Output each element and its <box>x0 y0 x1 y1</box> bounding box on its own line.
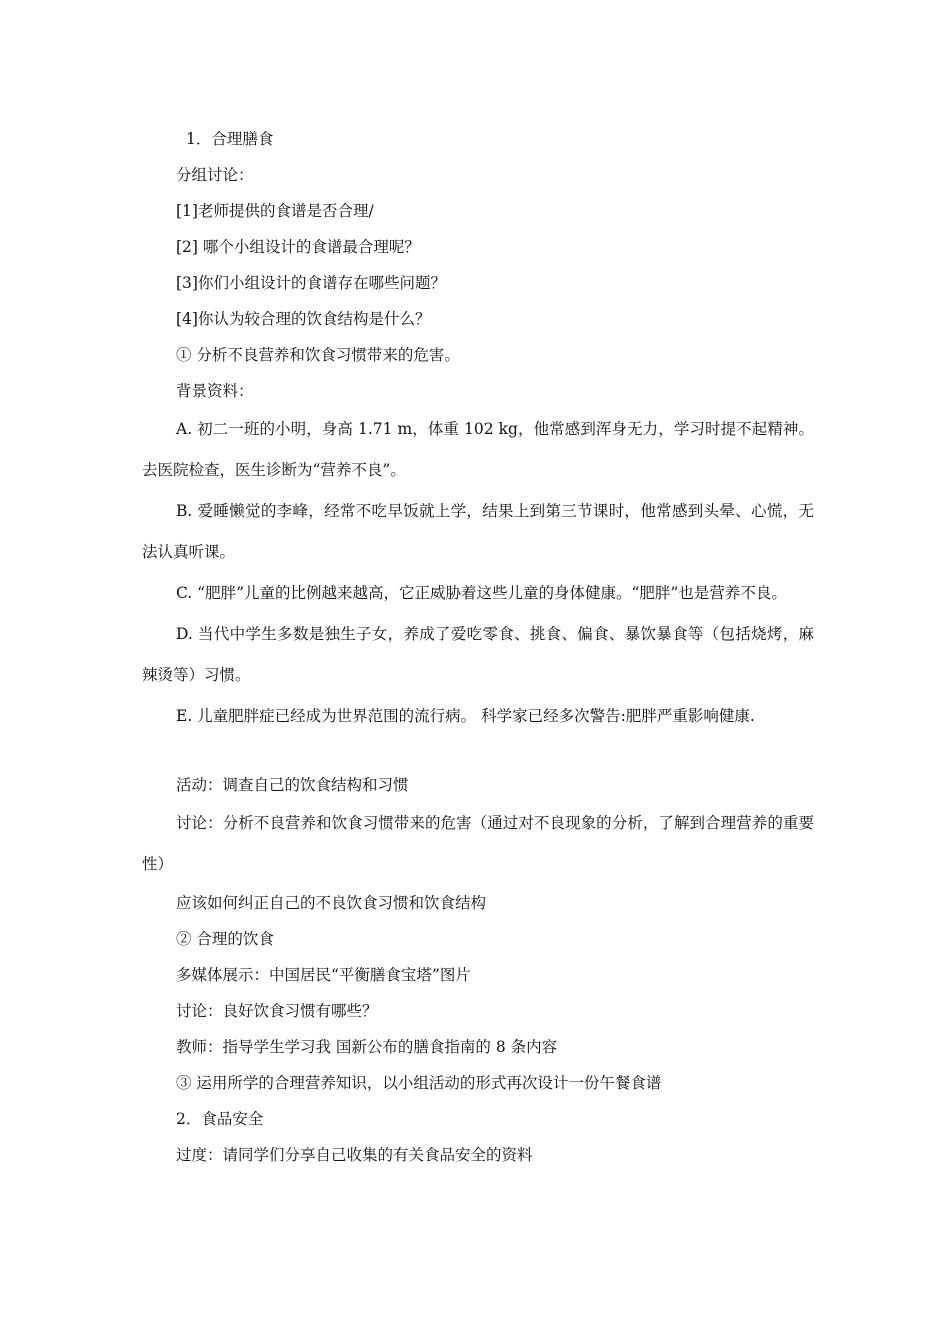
item-design-menu: ③ 运用所学的合理营养知识，以小组活动的形式再次设计一份午餐食谱 <box>176 1074 662 1092</box>
activity-line: 活动：调查自己的饮食结构和习惯 <box>176 776 409 794</box>
transition-line: 过度：请同学们分享自己收集的有关食品安全的资料 <box>176 1146 533 1164</box>
case-d-paragraph: D. 当代中学生多数是独生子女，养成了爱吃零食、挑食、偏食、暴饮暴食等（包括烧烤，麻辣烫等）习惯。 <box>142 625 814 684</box>
section-heading-balanced-diet: 1．合理膳食 <box>186 130 274 148</box>
case-b-paragraph: B. 爱睡懒觉的李峰，经常不吃早饭就上学，结果上到第三节课时，他常感到头晕、心慌，无法认真听课。 <box>142 502 814 561</box>
document-body <box>142 121 814 1173</box>
question-1: [1]老师提供的食谱是否合理/ <box>176 202 374 220</box>
case-c-paragraph: C. “肥胖”儿童的比例越来越高，它正威胁着这些儿童的身体健康。“肥胖”也是营养不良。 <box>176 584 787 602</box>
discussion-harm-paragraph: 讨论：分析不良营养和饮食习惯带来的危害（通过对不良现象的分析，了解到合理营养的重要性） <box>142 814 814 873</box>
item-analyze-harm: ① 分析不良营养和饮食习惯带来的危害。 <box>176 346 460 364</box>
item-reasonable-diet: ② 合理的饮食 <box>176 930 274 948</box>
question-2: [2] 哪个小组设计的食谱最合理呢？ <box>176 238 420 256</box>
case-e-paragraph: E. 儿童肥胖症已经成为世界范围的流行病。 科学家已经多次警告:肥胖严重影响健康. <box>176 707 755 725</box>
section-heading-food-safety: 2．食品安全 <box>176 1110 264 1128</box>
case-a-paragraph: A. 初二一班的小明，身高 1.71 m，体重 102 kg，他常感到浑身无力，学习时提不起精神。去医院检查，医生诊断为“营养不良”。 <box>142 420 814 479</box>
multimedia-line: 多媒体展示：中国居民“平衡膳食宝塔”图片 <box>176 966 471 984</box>
blank-spacer <box>142 737 814 767</box>
question-4: [4]你认为较合理的饮食结构是什么？ <box>176 310 431 328</box>
correct-habits-line: 应该如何纠正自己的不良饮食习惯和饮食结构 <box>176 894 487 912</box>
question-3: [3]你们小组设计的食谱存在哪些问题？ <box>176 274 446 292</box>
teacher-line: 教师：指导学生学习我 国新公布的膳食指南的 8 条内容 <box>176 1038 558 1056</box>
background-label: 背景资料： <box>176 382 254 400</box>
discussion-good-habits: 讨论：良好饮食习惯有哪些？ <box>176 1002 378 1020</box>
group-discussion-label: 分组讨论： <box>176 166 254 184</box>
